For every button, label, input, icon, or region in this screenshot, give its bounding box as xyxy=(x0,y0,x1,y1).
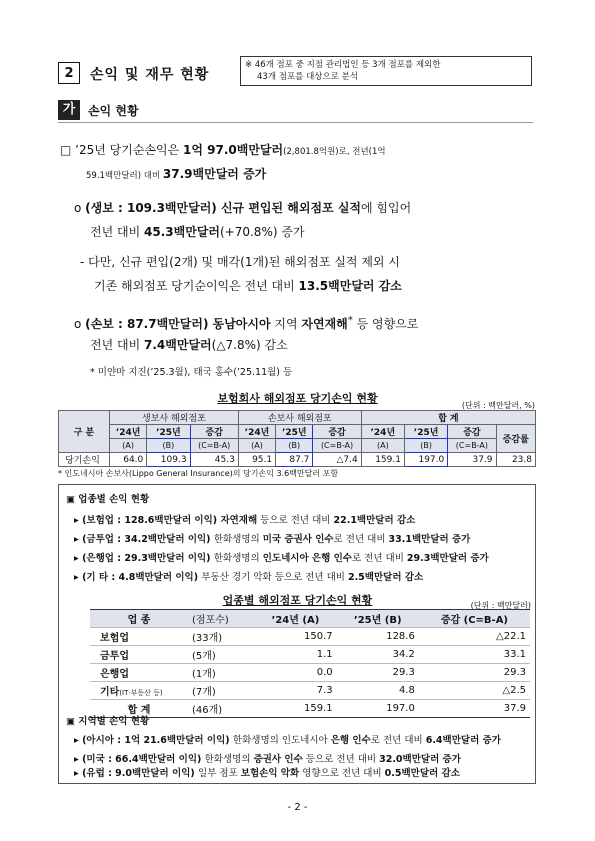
emphasis: 29.3백만달러 증가 xyxy=(406,553,489,564)
header-count: (점포수) xyxy=(188,610,254,628)
table-row xyxy=(90,646,530,664)
emphasis: 32.0백만달러 증가 xyxy=(379,754,461,765)
page-number: - 2 - xyxy=(287,802,308,813)
cell: 37.9 xyxy=(419,700,530,718)
sector-item-insurance xyxy=(74,511,415,530)
header-chg: 증감 xyxy=(190,425,238,439)
paragraph-net-income-cont xyxy=(86,162,266,188)
cell: 1.1 xyxy=(254,646,336,664)
header-a: (A) xyxy=(110,439,147,453)
region-item-europe xyxy=(74,764,460,783)
cell: 33.1 xyxy=(419,646,530,664)
emphasis: 2.5백만달러 감소 xyxy=(347,572,424,583)
header-cba: (C=B-A) xyxy=(313,439,361,453)
row-label: 당기손익 xyxy=(59,453,110,467)
cell: △22.1 xyxy=(419,628,530,646)
subsection-marker: 가 xyxy=(58,100,80,120)
text: 영향으로 전년 대비 xyxy=(299,768,385,779)
cell: △2.5 xyxy=(419,682,530,700)
header-nonlife: 손보사 해외점포 xyxy=(238,411,361,425)
text: (+70.8%) 증가 xyxy=(219,225,305,239)
cell-note: (IT·부동산 등) xyxy=(119,689,163,697)
cell: 금투업 xyxy=(90,646,188,664)
emphasis: 0.5백만달러 감소 xyxy=(384,768,460,779)
emphasis: 1억 97.0백만달러 xyxy=(183,143,284,157)
header-a: (A) xyxy=(238,439,275,453)
cell: 합 계 xyxy=(90,700,188,718)
cell: 159.1 xyxy=(254,700,336,718)
cell: 7.3 xyxy=(254,682,336,700)
bullet: ο xyxy=(74,317,86,331)
table1-note: * 인도네시아 손보사(Lippo General Insurance)의 당기손익 3.6백만달러 포함 xyxy=(58,469,339,478)
emphasis: 인도네시아 은행 인수 xyxy=(262,553,352,564)
cell: 기타 xyxy=(100,687,120,698)
text: 한화생명의 xyxy=(204,754,254,765)
label: ▸ (미국 : 66.4백만달러 이익) xyxy=(74,754,205,765)
emphasis: 45.3백만달러 xyxy=(144,225,220,239)
text: 일부 점포 xyxy=(198,768,241,779)
emphasis: 미국 증권사 인수 xyxy=(262,534,334,545)
paragraph-life-detail-cont xyxy=(94,274,402,298)
header-b: (B) xyxy=(276,439,313,453)
label: ▸ (유럽 : 9.0백만달러 이익) xyxy=(74,768,199,779)
emphasis: 33.1백만달러 증가 xyxy=(388,534,471,545)
text: 전년 대비 xyxy=(90,225,144,239)
cell: (46개) xyxy=(188,700,254,718)
cell: 45.3 xyxy=(190,453,238,467)
emphasis: 보험손익 악화 xyxy=(240,768,300,779)
table1-title: 보험회사 해외점포 당기손익 현황 xyxy=(217,392,378,405)
cell: 4.8 xyxy=(337,682,419,700)
header-chg: 증감 (C=B-A) xyxy=(419,610,530,628)
text: 등으로 전년 대비 xyxy=(257,515,334,526)
table-row-total xyxy=(90,700,530,718)
emphasis: 22.1백만달러 감소 xyxy=(333,515,416,526)
cell: 95.1 xyxy=(238,453,275,467)
emphasis: 6.4백만달러 증가 xyxy=(425,735,501,746)
cell: 0.0 xyxy=(254,664,336,682)
table-overseas-pnl xyxy=(58,410,536,467)
cell: 159.1 xyxy=(361,453,404,467)
header-y24: ’24년 xyxy=(110,425,147,439)
header-chg: 증감 xyxy=(313,425,361,439)
table-sector-pnl xyxy=(90,609,530,718)
text: 지역 xyxy=(270,317,302,331)
cell: 보험업 xyxy=(90,628,188,646)
header-y25: ’25년 xyxy=(404,425,447,439)
emphasis: (생보 : 109.3백만달러) 신규 편입된 해외점포 실적 xyxy=(85,201,362,215)
header-y25: ’25년 xyxy=(147,425,190,439)
paragraph-life xyxy=(74,196,411,220)
table-row xyxy=(90,664,530,682)
header-life: 생보사 해외점포 xyxy=(110,411,239,425)
emphasis: 자연재해 xyxy=(220,515,258,526)
header-b: (B) xyxy=(404,439,447,453)
label: ▸ (금투업 : 34.2백만달러 이익) xyxy=(74,534,214,545)
text: 59.1백만달러) 대비 xyxy=(86,171,163,181)
text: 등으로 전년 대비 xyxy=(302,754,380,765)
section-note-line1: ※ 46개 점포 중 지점 관리법인 등 3개 점포를 제외한 xyxy=(245,60,441,70)
cell: 37.9 xyxy=(448,453,496,467)
emphasis: 37.9백만달러 증가 xyxy=(162,167,267,181)
section-number: 2 xyxy=(58,62,80,84)
emphasis: 13.5백만달러 감소 xyxy=(298,279,402,293)
cell: 87.7 xyxy=(276,453,313,467)
bullet: ο xyxy=(74,201,86,215)
header-y24: ’24년 (A) xyxy=(254,610,336,628)
footnote: * 미얀마 지진(’25.3월), 태국 홍수(’25.11월) 등 xyxy=(90,367,293,378)
text: 한화생명의 인도네시아 xyxy=(232,735,331,746)
header-category: 구 분 xyxy=(59,411,110,453)
header-b: (B) xyxy=(147,439,190,453)
emphasis: 은행 인수 xyxy=(330,735,371,746)
cell: 은행업 xyxy=(90,664,188,682)
region-heading: ▣ 지역별 손익 현황 xyxy=(66,716,150,727)
sector-item-bank xyxy=(74,549,489,568)
cell: 64.0 xyxy=(110,453,147,467)
text: 부동산 경기 악화 등으로 전년 대비 xyxy=(201,572,348,583)
header-cba: (C=B-A) xyxy=(448,439,496,453)
text: 로 전년 대비 xyxy=(351,553,407,564)
cell: 197.0 xyxy=(404,453,447,467)
label: ▸ (아시아 : 1억 21.6백만달러 이익) xyxy=(74,735,233,746)
cell: 34.2 xyxy=(337,646,419,664)
table1-unit: (단위 : 백만달러, %) xyxy=(461,401,535,410)
paragraph-life-cont xyxy=(90,220,305,244)
footnote-mark: * xyxy=(347,315,353,326)
cell: 128.6 xyxy=(337,628,419,646)
label: ▸ (보험업 : 128.6백만달러 이익) xyxy=(74,515,221,526)
header-y25: ’25년 (B) xyxy=(337,610,419,628)
emphasis: 자연재해 xyxy=(301,317,348,331)
cell: (33개) xyxy=(188,628,254,646)
cell: △7.4 xyxy=(313,453,361,467)
text: 전년 대비 xyxy=(90,338,144,352)
section-note xyxy=(240,56,532,86)
cell: 23.8 xyxy=(496,453,535,467)
cell: 109.3 xyxy=(147,453,190,467)
table2-title: 업종별 해외점포 당기손익 현황 xyxy=(222,594,373,607)
paragraph-life-detail xyxy=(80,250,400,274)
text: 에 힘입어 xyxy=(361,201,412,215)
emphasis: 증권사 인수 xyxy=(253,754,303,765)
text: □ ’25년 당기순손익은 xyxy=(60,143,184,157)
label: ▸ (기 타 : 4.8백만달러 이익) xyxy=(74,572,202,583)
header-total: 합 계 xyxy=(361,411,535,425)
cell: (1개) xyxy=(188,664,254,682)
header-a: (A) xyxy=(361,439,404,453)
emphasis: (손보 : 87.7백만달러) 동남아시아 xyxy=(85,317,271,331)
cell: 29.3 xyxy=(337,664,419,682)
sector-heading: ▣ 업종별 손익 현황 xyxy=(66,494,150,505)
header-rate: 증감률 xyxy=(496,425,535,453)
cell: 29.3 xyxy=(419,664,530,682)
cell: (5개) xyxy=(188,646,254,664)
text: - 다만, 신규 편입(2개) 및 매각(1개)된 해외점포 실적 제외 시 xyxy=(80,255,400,269)
text: 기존 해외점포 당기순이익은 전년 대비 xyxy=(94,279,299,293)
sector-item-securities xyxy=(74,530,470,549)
table-row xyxy=(90,682,530,700)
paragraph-nonlife xyxy=(74,309,418,336)
cell: 197.0 xyxy=(337,700,419,718)
emphasis: 7.4백만달러 xyxy=(144,338,212,352)
table2-unit: (단위 : 백만달러) xyxy=(470,601,531,610)
paragraph-nonlife-cont xyxy=(90,333,288,357)
text: 로 전년 대비 xyxy=(370,735,426,746)
divider xyxy=(58,122,533,123)
header-y24: ’24년 xyxy=(361,425,404,439)
header-y24: ’24년 xyxy=(238,425,275,439)
region-item-asia xyxy=(74,731,501,750)
paragraph-net-income xyxy=(60,138,386,164)
text: 등 영향으로 xyxy=(352,317,419,331)
text: (2,801.8억원)로, 전년(1억 xyxy=(283,147,386,157)
section-note-line2: 43개 점포를 대상으로 분석 xyxy=(257,72,359,82)
section-title: 손익 및 재무 현황 xyxy=(90,67,210,83)
text: (△7.8%) 감소 xyxy=(211,338,288,352)
cell: (7개) xyxy=(188,682,254,700)
header-y25: ’25년 xyxy=(276,425,313,439)
sector-item-other xyxy=(74,568,423,587)
label: ▸ (은행업 : 29.3백만달러 이익) xyxy=(74,553,214,564)
header-sector: 업 종 xyxy=(90,610,188,628)
cell: 150.7 xyxy=(254,628,336,646)
header-chg: 증감 xyxy=(448,425,496,439)
text: 한화생명의 xyxy=(213,553,263,564)
header-cba: (C=B-A) xyxy=(190,439,238,453)
text: 한화생명의 xyxy=(213,534,263,545)
text: 로 전년 대비 xyxy=(333,534,389,545)
table-row xyxy=(90,628,530,646)
subsection-title: 손익 현황 xyxy=(88,104,139,118)
